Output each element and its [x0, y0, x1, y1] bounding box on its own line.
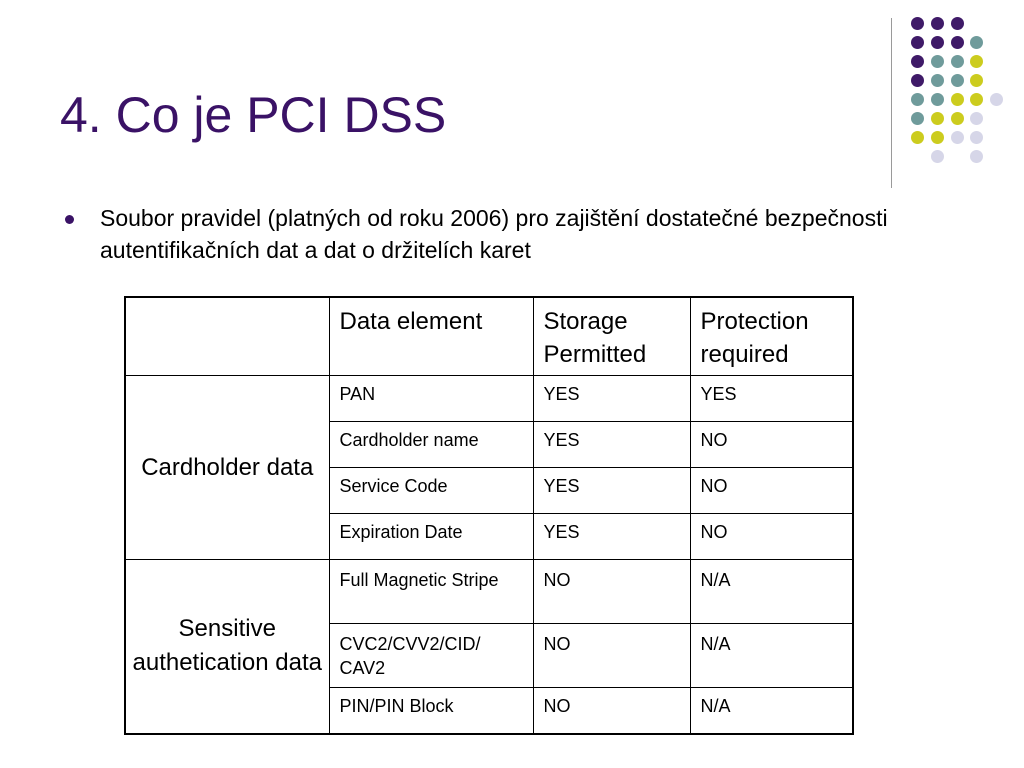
dot-teal — [970, 36, 983, 49]
dot-lavender — [931, 150, 944, 163]
dot-yellow — [931, 131, 944, 144]
cell-protection: N/A — [690, 688, 853, 734]
cell-data-element: PAN — [329, 376, 533, 422]
cell-storage: YES — [533, 468, 690, 514]
dot-lavender — [990, 93, 1003, 106]
cell-protection: YES — [690, 376, 853, 422]
dot-yellow — [931, 112, 944, 125]
dot-purple — [911, 36, 924, 49]
dot-lavender — [970, 150, 983, 163]
dot-yellow — [951, 93, 964, 106]
cell-storage: NO — [533, 688, 690, 734]
dot-purple — [951, 17, 964, 30]
dot-purple — [911, 74, 924, 87]
dot-teal — [951, 74, 964, 87]
cell-protection: NO — [690, 422, 853, 468]
dot-teal — [951, 55, 964, 68]
table-row — [125, 376, 853, 422]
dot-yellow — [970, 55, 983, 68]
dot-purple — [931, 17, 944, 30]
dot-yellow — [970, 74, 983, 87]
cell-protection: N/A — [690, 560, 853, 624]
header-cell-protection-required: Protection required — [690, 297, 853, 376]
cell-data-element: Cardholder name — [329, 422, 533, 468]
cell-storage: YES — [533, 514, 690, 560]
table-header-row — [125, 297, 853, 376]
cell-storage: YES — [533, 422, 690, 468]
dot-teal — [931, 74, 944, 87]
dot-purple — [951, 36, 964, 49]
group-label-cardholder-data: Cardholder data — [125, 376, 329, 560]
header-cell-data-element: Data element — [329, 297, 533, 376]
group-label-sensitive-authentication-data: Sensitive authetication data — [125, 560, 329, 734]
dot-yellow — [951, 112, 964, 125]
dot-purple — [911, 55, 924, 68]
dot-teal — [931, 93, 944, 106]
dot-lavender — [970, 112, 983, 125]
dot-purple — [911, 17, 924, 30]
cell-data-element: Service Code — [329, 468, 533, 514]
cell-storage: NO — [533, 560, 690, 624]
slide-title: 4. Co je PCI DSS — [60, 87, 447, 143]
cell-protection: N/A — [690, 624, 853, 688]
cell-storage: YES — [533, 376, 690, 422]
vertical-divider — [891, 18, 892, 188]
dot-purple — [931, 36, 944, 49]
cell-data-element: PIN/PIN Block — [329, 688, 533, 734]
bullet-text: Soubor pravidel (platných od roku 2006) pro zajištění dostatečné bezpečnosti autentifikačních dat a dat o držitelích karet — [100, 205, 888, 263]
dot-yellow — [970, 93, 983, 106]
header-cell-storage-permitted: Storage Permitted — [533, 297, 690, 376]
dot-teal — [931, 55, 944, 68]
cell-storage: NO — [533, 624, 690, 688]
cell-protection: NO — [690, 514, 853, 560]
dot-teal — [911, 93, 924, 106]
bullet-item — [60, 202, 960, 266]
bullet-icon — [65, 215, 74, 224]
cell-protection: NO — [690, 468, 853, 514]
dot-lavender — [970, 131, 983, 144]
dot-yellow — [911, 131, 924, 144]
dot-lavender — [951, 131, 964, 144]
dot-teal — [911, 112, 924, 125]
cell-data-element: CVC2/CVV2/CID/ CAV2 — [329, 624, 533, 688]
cell-data-element: Full Magnetic Stripe — [329, 560, 533, 624]
pci-data-table — [124, 296, 854, 735]
cell-data-element: Expiration Date — [329, 514, 533, 560]
header-cell-empty — [125, 297, 329, 376]
table-row — [125, 560, 853, 624]
